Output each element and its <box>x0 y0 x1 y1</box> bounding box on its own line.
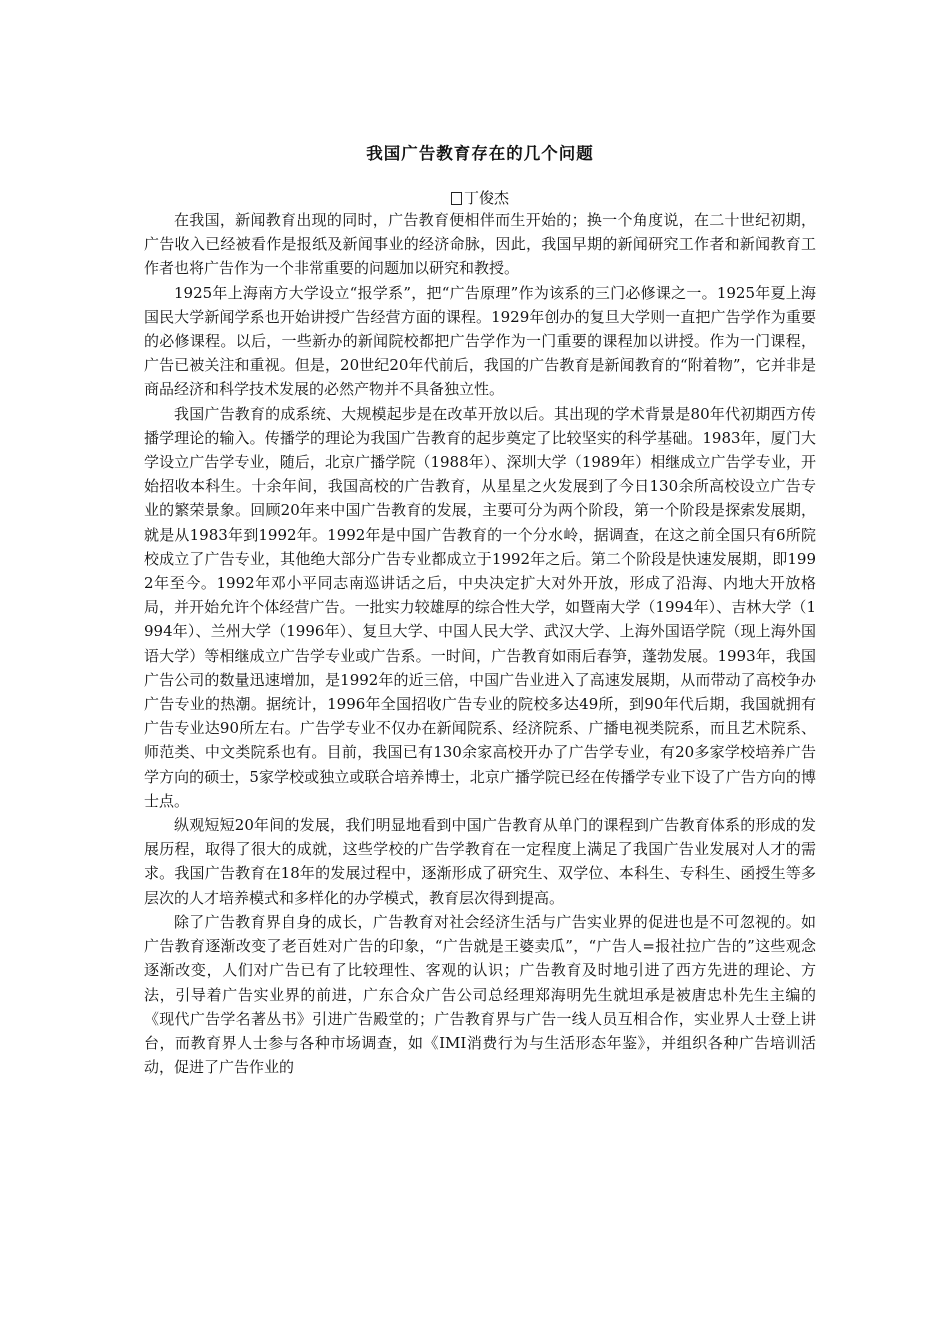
square-bullet-icon <box>451 192 462 205</box>
author-name: 丁俊杰 <box>463 189 509 207</box>
paragraph-2: 1925年上海南方大学设立“报学系”，把“广告原理”作为该系的三门必修课之一。1925年夏上海国民大学新闻学系也开始讲授广告经营方面的课程。1929年创办的复旦大学则一直把广告学作为重要的必修课程。以后，一些新办的新闻院校都把广告学作为一门重要的课程加以讲授。作为一门课程，广告已被关注和重视。但是，20世纪20年代前后，我国的广告教育是新闻教育的“附着物”，它并非是商品经济和科学技术发展的必然产物并不具备独立性。 <box>144 283 816 399</box>
document-title: 我国广告教育存在的几个问题 <box>366 144 594 163</box>
author-byline <box>144 188 816 208</box>
paragraph-4: 纵观短短20年间的发展，我们明显地看到中国广告教育从单门的课程到广告教育体系的形成的发展历程，取得了很大的成就，这些学校的广告学教育在一定程度上满足了我国广告业发展对人才的需求。我国广告教育在18年的发展过程中，逐渐形成了研究生、双学位、本科生、专科生、函授生等多层次的人才培养模式和多样化的办学模式，教育层次得到提高。 <box>144 816 816 907</box>
paragraph-3: 我国广告教育的成系统、大规模起步是在改革开放以后。其出现的学术背景是80年代初期西方传播学理论的输入。传播学的理论为我国广告教育的起步奠定了比较坚实的科学基础。1983年，厦门大学设立广告学专业，随后，北京广播学院（1988年）、深圳大学（1989年）相继成立广告学专业，开始招收本科生。十余年间，我国高校的广告教育，从星星之火发展到了今日130余所高校设立广告专业的繁荣景象。回顾20年来中国广告教育的发展，主要可分为两个阶段，第一个阶段是探索发展期，就是从1983年到1992年。1992年是中国广告教育的一个分水岭，据调查，在这之前全国只有6所院校成立了广告专业，其他绝大部分广告专业都成立于1992年之后。第二个阶段是快速发展期，即1992年至今。1992年邓小平同志南巡讲话之后，中央决定扩大对外开放，形成了沿海、内地大开放格局，并开始允许个体经营广告。一批实力较雄厚的综合性大学，如暨南大学（1994年）、吉林大学（1994年）、兰州大学（1996年）、复旦大学、中国人民大学、武汉大学、上海外国语学院（现上海外国语大学）等相继成立广告学专业或广告系。一时间，广告教育如雨后春笋，蓬勃发展。1993年，我国广告公司的数量迅速增加，是1992年的近三倍，中国广告业进入了高速发展期，从而带动了高校争办广告专业的热潮。据统计，1996年全国招收广告专业的院校多达49所，到90年代后期，我国就拥有广告专业达90所左右。广告学专业不仅办在新闻院系、经济院系、广播电视类院系，而且艺术院系、师范类、中文类院系也有。目前，我国已有130余家高校开办了广告学专业，有20多家学校培养广告学方向的硕士，5家学校或独立或联合培养博士，北京广播学院已经在传播学专业下设了广告方向的博士点。 <box>144 404 816 810</box>
paragraph-1: 在我国，新闻教育出现的同时，广告教育便相伴而生开始的；换一个角度说，在二十世纪初期，广告收入已经被看作是报纸及新闻事业的经济命脉，因此，我国早期的新闻研究工作者和新闻教育工作者也将广告作为一个非常重要的问题加以研究和教授。 <box>144 211 816 278</box>
paragraph-5: 除了广告教育界自身的成长，广告教育对社会经济生活与广告实业界的促进也是不可忽视的。如广告教育逐渐改变了老百姓对广告的印象，“广告就是王婆卖瓜”，“广告人=报社拉广告的”这些观念逐渐改变，人们对广告已有了比较理性、客观的认识；广告教育及时地引进了西方先进的理论、方法，引导着广告实业界的前进，广东合众广告公司总经理郑海明先生就坦承是被唐忠朴先生主编的《现代广告学名著丛书》引进广告殿堂的；广告教育界与广告一线人员互相合作，实业界人士登上讲台，而教育界人士参与各种市场调查，如《IMI消费行为与生活形态年鉴》，并组织各种广告培训活动，促进了广告作业的 <box>144 912 816 1077</box>
document-page <box>144 132 816 1079</box>
